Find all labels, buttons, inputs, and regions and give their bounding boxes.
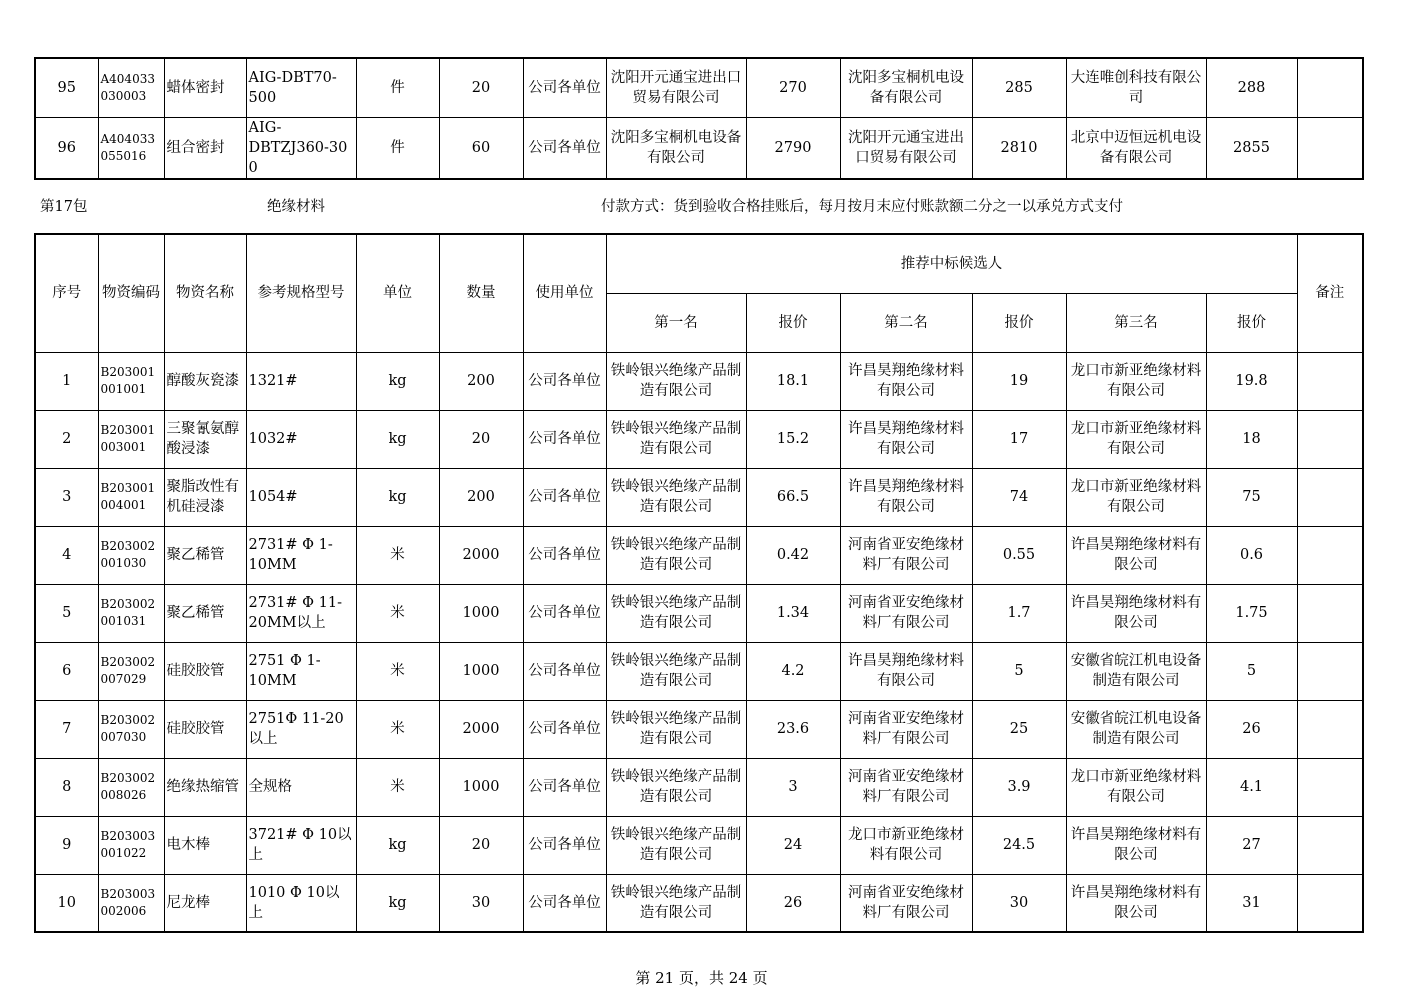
cell-spec-line: AIG-DBT70- (248, 69, 337, 86)
cell-third-price: 5 (1206, 642, 1297, 700)
cell-code (98, 526, 164, 584)
cell-spec-line: 上 (248, 847, 263, 863)
previous-package-table (34, 57, 1364, 180)
cell-unit: 米 (356, 526, 439, 584)
cell-note (1297, 352, 1363, 410)
cell-third-bidder: 大连唯创科技有限公司 (1066, 58, 1206, 117)
header-price-3: 报价 (1206, 293, 1297, 352)
cell-third-bidder: 安徽省皖江机电设备制造有限公司 (1066, 642, 1206, 700)
cell-no: 1 (35, 352, 98, 410)
cell-first-bidder: 铁岭银兴绝缘产品制造有限公司 (606, 526, 746, 584)
header-unit: 单位 (356, 234, 439, 352)
cell-spec (246, 584, 356, 642)
cell-unit: 件 (356, 117, 439, 179)
cell-code (98, 352, 164, 410)
cell-third-bidder: 龙口市新亚绝缘材料有限公司 (1066, 758, 1206, 816)
cell-first-bidder: 铁岭银兴绝缘产品制造有限公司 (606, 700, 746, 758)
header-no: 序号 (35, 234, 98, 352)
cell-spec-line: 全规格 (248, 779, 292, 795)
cell-name: 绝缘热缩管 (164, 758, 246, 816)
table-row (35, 352, 1363, 410)
header-second: 第二名 (840, 293, 972, 352)
cell-unit: 米 (356, 700, 439, 758)
cell-unit: 米 (356, 642, 439, 700)
cell-spec (246, 352, 356, 410)
cell-name: 聚乙稀管 (164, 526, 246, 584)
cell-first-price: 26 (746, 874, 840, 932)
cell-qty: 30 (439, 874, 523, 932)
cell-note (1297, 468, 1363, 526)
table-row (35, 117, 1363, 179)
cell-code-line: 001030 (100, 556, 147, 570)
cell-spec-line: 1054# (248, 489, 298, 505)
cell-third-bidder: 许昌昊翔绝缘材料有限公司 (1066, 874, 1206, 932)
cell-second-price: 19 (972, 352, 1066, 410)
cell-spec (246, 468, 356, 526)
cell-spec (246, 410, 356, 468)
cell-no: 6 (35, 642, 98, 700)
cell-no: 9 (35, 816, 98, 874)
header-recommend: 推荐中标候选人 (606, 234, 1297, 293)
cell-first-price: 0.42 (746, 526, 840, 584)
cell-spec-line: 2731# Φ 1- (248, 537, 333, 553)
cell-qty: 60 (439, 117, 523, 179)
cell-qty: 1000 (439, 584, 523, 642)
cell-second-bidder: 河南省亚安绝缘材料厂有限公司 (840, 874, 972, 932)
cell-name: 蜡体密封 (164, 58, 246, 117)
cell-unit: kg (356, 816, 439, 874)
cell-first-price: 66.5 (746, 468, 840, 526)
cell-spec-line: 3721# Φ 10以 (248, 827, 352, 843)
cell-spec (246, 58, 356, 117)
cell-second-bidder: 河南省亚安绝缘材料厂有限公司 (840, 584, 972, 642)
cell-spec-line: DBTZJ360-300 (248, 139, 348, 176)
cell-qty: 2000 (439, 526, 523, 584)
cell-second-price: 3.9 (972, 758, 1066, 816)
cell-user: 公司各单位 (523, 758, 606, 816)
cell-third-bidder: 龙口市新亚绝缘材料有限公司 (1066, 352, 1206, 410)
cell-user: 公司各单位 (523, 117, 606, 179)
cell-spec (246, 117, 356, 179)
cell-third-price: 75 (1206, 468, 1297, 526)
cell-no: 3 (35, 468, 98, 526)
cell-no: 96 (35, 117, 98, 179)
cell-spec-line: AIG- (248, 119, 282, 136)
cell-no: 5 (35, 584, 98, 642)
cell-third-price: 288 (1206, 58, 1297, 117)
cell-user: 公司各单位 (523, 352, 606, 410)
package-17-body (35, 352, 1363, 932)
cell-third-bidder: 许昌昊翔绝缘材料有限公司 (1066, 816, 1206, 874)
cell-second-price: 2810 (972, 117, 1066, 179)
cell-third-price: 19.8 (1206, 352, 1297, 410)
cell-third-price: 0.6 (1206, 526, 1297, 584)
cell-second-price: 25 (972, 700, 1066, 758)
cell-second-price: 74 (972, 468, 1066, 526)
table-row (35, 410, 1363, 468)
cell-qty: 200 (439, 468, 523, 526)
cell-code-line: B203002 (100, 539, 156, 553)
cell-first-price: 24 (746, 816, 840, 874)
header-user: 使用单位 (523, 234, 606, 352)
cell-name: 尼龙棒 (164, 874, 246, 932)
cell-spec-line: 10MM (248, 557, 297, 573)
table-row (35, 526, 1363, 584)
cell-second-bidder: 许昌昊翔绝缘材料有限公司 (840, 352, 972, 410)
page-footer: 第 21 页，共 24 页 (635, 969, 768, 987)
table-row (35, 468, 1363, 526)
cell-second-price: 1.7 (972, 584, 1066, 642)
table-row (35, 874, 1363, 932)
cell-qty: 1000 (439, 758, 523, 816)
cell-qty: 20 (439, 410, 523, 468)
table-row (35, 58, 1363, 117)
cell-code-line: B203003 (100, 886, 156, 901)
cell-second-bidder: 许昌昊翔绝缘材料有限公司 (840, 410, 972, 468)
cell-no: 2 (35, 410, 98, 468)
cell-second-bidder: 许昌昊翔绝缘材料有限公司 (840, 468, 972, 526)
cell-code-line: 001022 (100, 846, 147, 860)
cell-no: 10 (35, 874, 98, 932)
cell-first-bidder: 铁岭银兴绝缘产品制造有限公司 (606, 584, 746, 642)
cell-code (98, 410, 164, 468)
cell-third-price: 4.1 (1206, 758, 1297, 816)
cell-code (98, 700, 164, 758)
cell-first-bidder: 铁岭银兴绝缘产品制造有限公司 (606, 874, 746, 932)
cell-second-price: 17 (972, 410, 1066, 468)
cell-unit: kg (356, 874, 439, 932)
cell-spec (246, 816, 356, 874)
cell-code (98, 468, 164, 526)
cell-first-bidder: 铁岭银兴绝缘产品制造有限公司 (606, 816, 746, 874)
cell-first-bidder: 沈阳多宝桐机电设备有限公司 (606, 117, 746, 179)
cell-unit: 件 (356, 58, 439, 117)
cell-first-price: 18.1 (746, 352, 840, 410)
cell-second-bidder: 河南省亚安绝缘材料厂有限公司 (840, 700, 972, 758)
cell-code-line: B203002 (100, 655, 156, 669)
cell-note (1297, 642, 1363, 700)
header-spec: 参考规格型号 (246, 234, 356, 352)
cell-code-line: B203001 (100, 481, 156, 495)
cell-first-bidder: 铁岭银兴绝缘产品制造有限公司 (606, 352, 746, 410)
cell-name: 三聚氰氨醇酸浸漆 (164, 410, 246, 468)
cell-user: 公司各单位 (523, 526, 606, 584)
cell-first-price: 4.2 (746, 642, 840, 700)
cell-name: 硅胶胶管 (164, 700, 246, 758)
cell-code-line: 002006 (100, 903, 147, 918)
cell-first-bidder: 铁岭银兴绝缘产品制造有限公司 (606, 758, 746, 816)
cell-note (1297, 58, 1363, 117)
cell-second-price: 30 (972, 874, 1066, 932)
previous-package-body (35, 58, 1363, 179)
cell-spec (246, 642, 356, 700)
cell-user: 公司各单位 (523, 874, 606, 932)
header-first: 第一名 (606, 293, 746, 352)
cell-unit: kg (356, 352, 439, 410)
cell-third-bidder: 北京中迈恒远机电设备有限公司 (1066, 117, 1206, 179)
cell-code-line: 003001 (100, 440, 147, 454)
cell-note (1297, 584, 1363, 642)
cell-unit: kg (356, 468, 439, 526)
cell-code-line: 007029 (100, 672, 147, 686)
cell-note (1297, 526, 1363, 584)
cell-spec-line: 2731# Φ 11- (248, 595, 343, 611)
cell-third-bidder: 龙口市新亚绝缘材料有限公司 (1066, 468, 1206, 526)
cell-spec (246, 526, 356, 584)
cell-code-line: B203002 (100, 597, 156, 611)
payment-terms: 付款方式：货到验收合格挂账后，每月按月末应付账款额二分之一以承兑方式支付 (601, 199, 1123, 215)
cell-spec-line: 20MM以上 (248, 615, 326, 631)
cell-code-line: 008026 (100, 788, 147, 802)
cell-second-price: 5 (972, 642, 1066, 700)
cell-unit: 米 (356, 584, 439, 642)
cell-note (1297, 816, 1363, 874)
cell-spec-line: 1032# (248, 431, 298, 447)
cell-spec-line: 2751Φ 11-20 (248, 711, 344, 727)
cell-code (98, 117, 164, 179)
cell-qty: 200 (439, 352, 523, 410)
cell-code-line: A404033 (100, 131, 155, 146)
cell-third-price: 26 (1206, 700, 1297, 758)
cell-code (98, 58, 164, 117)
cell-user: 公司各单位 (523, 410, 606, 468)
cell-spec-line: 上 (248, 904, 263, 921)
cell-first-price: 3 (746, 758, 840, 816)
cell-unit: 米 (356, 758, 439, 816)
cell-note (1297, 117, 1363, 179)
cell-first-bidder: 沈阳开元通宝进出口贸易有限公司 (606, 58, 746, 117)
cell-first-price: 23.6 (746, 700, 840, 758)
cell-note (1297, 874, 1363, 932)
cell-first-price: 2790 (746, 117, 840, 179)
cell-user: 公司各单位 (523, 584, 606, 642)
cell-first-bidder: 铁岭银兴绝缘产品制造有限公司 (606, 468, 746, 526)
table-row (35, 816, 1363, 874)
cell-code (98, 584, 164, 642)
header-qty: 数量 (439, 234, 523, 352)
cell-code (98, 816, 164, 874)
table-row (35, 584, 1363, 642)
cell-user: 公司各单位 (523, 468, 606, 526)
cell-name: 聚乙稀管 (164, 584, 246, 642)
cell-name: 聚脂改性有机硅浸漆 (164, 468, 246, 526)
cell-spec (246, 758, 356, 816)
cell-first-bidder: 铁岭银兴绝缘产品制造有限公司 (606, 642, 746, 700)
cell-code-line: 055016 (100, 148, 147, 163)
cell-spec-line: 500 (248, 89, 277, 106)
cell-spec-line: 1010 Φ 10以 (248, 884, 340, 901)
header-price-2: 报价 (972, 293, 1066, 352)
package-number: 第17包 (40, 199, 88, 215)
cell-note (1297, 700, 1363, 758)
cell-second-bidder: 河南省亚安绝缘材料厂有限公司 (840, 758, 972, 816)
cell-third-price: 2855 (1206, 117, 1297, 179)
cell-code-line: 001001 (100, 382, 147, 396)
cell-qty: 20 (439, 816, 523, 874)
cell-code-line: 030003 (100, 88, 147, 103)
cell-third-bidder: 龙口市新亚绝缘材料有限公司 (1066, 410, 1206, 468)
cell-code-line: B203001 (100, 423, 156, 437)
cell-second-bidder: 沈阳多宝桐机电设备有限公司 (840, 58, 972, 117)
cell-code (98, 874, 164, 932)
cell-qty: 20 (439, 58, 523, 117)
cell-code-line: B203002 (100, 771, 156, 785)
cell-code-line: B203003 (100, 829, 156, 843)
cell-code-line: 007030 (100, 730, 147, 744)
cell-qty: 2000 (439, 700, 523, 758)
cell-spec-line: 10MM (248, 673, 297, 689)
cell-no: 95 (35, 58, 98, 117)
header-code: 物资编码 (98, 234, 164, 352)
cell-second-price: 0.55 (972, 526, 1066, 584)
cell-third-bidder: 许昌昊翔绝缘材料有限公司 (1066, 584, 1206, 642)
header-note: 备注 (1297, 234, 1363, 352)
cell-third-price: 1.75 (1206, 584, 1297, 642)
cell-name: 醇酸灰瓷漆 (164, 352, 246, 410)
cell-spec (246, 874, 356, 932)
cell-name: 组合密封 (164, 117, 246, 179)
cell-no: 7 (35, 700, 98, 758)
cell-note (1297, 410, 1363, 468)
cell-second-price: 24.5 (972, 816, 1066, 874)
cell-second-bidder: 沈阳开元通宝进出口贸易有限公司 (840, 117, 972, 179)
table-row (35, 642, 1363, 700)
cell-third-price: 31 (1206, 874, 1297, 932)
cell-first-price: 15.2 (746, 410, 840, 468)
cell-second-bidder: 许昌昊翔绝缘材料有限公司 (840, 642, 972, 700)
cell-first-price: 1.34 (746, 584, 840, 642)
cell-spec-line: 2751 Φ 1- (248, 653, 321, 669)
cell-user: 公司各单位 (523, 816, 606, 874)
cell-third-bidder: 许昌昊翔绝缘材料有限公司 (1066, 526, 1206, 584)
cell-second-price: 285 (972, 58, 1066, 117)
cell-third-price: 27 (1206, 816, 1297, 874)
cell-user: 公司各单位 (523, 58, 606, 117)
cell-code-line: A404033 (100, 71, 155, 86)
cell-qty: 1000 (439, 642, 523, 700)
table-row (35, 758, 1363, 816)
header-name: 物资名称 (164, 234, 246, 352)
cell-no: 8 (35, 758, 98, 816)
header-third: 第三名 (1066, 293, 1206, 352)
cell-code (98, 642, 164, 700)
cell-name: 硅胶胶管 (164, 642, 246, 700)
cell-name: 电木棒 (164, 816, 246, 874)
cell-first-bidder: 铁岭银兴绝缘产品制造有限公司 (606, 410, 746, 468)
cell-no: 4 (35, 526, 98, 584)
cell-note (1297, 758, 1363, 816)
cell-first-price: 270 (746, 58, 840, 117)
header-price-1: 报价 (746, 293, 840, 352)
cell-code-line: 001031 (100, 614, 147, 628)
cell-second-bidder: 龙口市新亚绝缘材料有限公司 (840, 816, 972, 874)
cell-unit: kg (356, 410, 439, 468)
cell-third-price: 18 (1206, 410, 1297, 468)
cell-code-line: B203001 (100, 365, 156, 379)
cell-code-line: B203002 (100, 713, 156, 727)
cell-user: 公司各单位 (523, 642, 606, 700)
cell-spec (246, 700, 356, 758)
cell-second-bidder: 河南省亚安绝缘材料厂有限公司 (840, 526, 972, 584)
table-row (35, 700, 1363, 758)
cell-spec-line: 以上 (248, 731, 278, 747)
package-17-table (34, 233, 1364, 933)
cell-user: 公司各单位 (523, 700, 606, 758)
cell-spec-line: 1321# (248, 373, 298, 389)
cell-code (98, 758, 164, 816)
cell-third-bidder: 安徽省皖江机电设备制造有限公司 (1066, 700, 1206, 758)
cell-code-line: 004001 (100, 498, 147, 512)
package-category: 绝缘材料 (267, 199, 325, 215)
